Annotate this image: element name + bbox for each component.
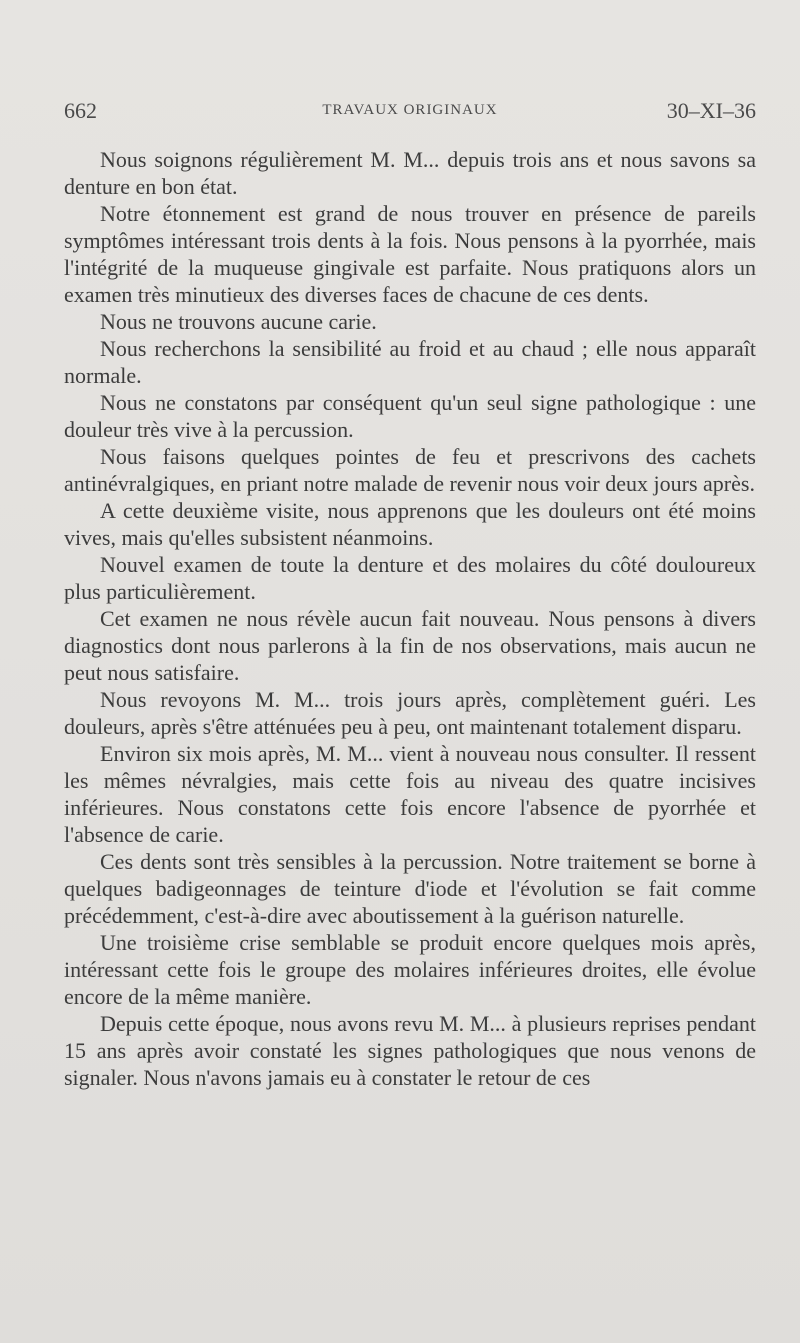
paragraph: A cette deuxième visite, nous apprenons que les douleurs ont été moins vives, mais qu'elles subsistent néanmoins. [64,498,756,550]
running-title: TRAVAUX ORIGINAUX [322,102,498,118]
running-header [64,98,756,128]
paragraph: Nous revoyons M. M... trois jours après, complètement guéri. Les douleurs, après s'être atténuées peu à peu, ont maintenant totalement disparu. [64,687,756,739]
paragraph: Ces dents sont très sensibles à la percussion. Notre traitement se borne à quelques badigeonnages de teinture d'iode et l'évolution se fait comme précédemment, c'est-à-dire avec aboutissement à la guérison naturelle. [64,849,756,928]
page-number: 662 [64,98,97,123]
paragraph: Nous soignons régulièrement M. M... depuis trois ans et nous savons sa denture en bon état. [64,147,756,199]
paragraph: Depuis cette époque, nous avons revu M. M... à plusieurs reprises pendant 15 ans après avoir constaté les signes pathologiques que nous venons de signaler. Nous n'avons jamais eu à constater le retour de ces [64,1011,756,1090]
paragraph: Environ six mois après, M. M... vient à nouveau nous consulter. Il ressent les mêmes névralgies, mais cette fois au niveau des quatre incisives inférieures. Nous constatons cette fois encore l'absence de pyorrhée et l'absence de carie. [64,741,756,847]
paragraph: Cet examen ne nous révèle aucun fait nouveau. Nous pensons à divers diagnostics dont nous parlerons à la fin de nos observations, mais aucun ne peut nous satisfaire. [64,606,756,685]
paragraph: Nous recherchons la sensibilité au froid et au chaud ; elle nous apparaît normale. [64,336,756,388]
body-text [64,146,756,1091]
header-date: 30–XI–36 [666,98,756,123]
paragraph: Nous faisons quelques pointes de feu et prescrivons des cachets antinévralgiques, en priant notre malade de revenir nous voir deux jours après. [64,444,756,496]
paragraph: Une troisième crise semblable se produit encore quelques mois après, intéressant cette fois le groupe des molaires inférieures droites, elle évolue encore de la même manière. [64,930,756,1009]
paragraph: Nous ne constatons par conséquent qu'un seul signe pathologique : une douleur très vive à la percussion. [64,390,756,442]
paragraph: Nous ne trouvons aucune carie. [100,309,377,334]
paragraph: Nouvel examen de toute la denture et des molaires du côté douloureux plus particulièrement. [64,552,756,604]
paragraph: Notre étonnement est grand de nous trouver en présence de pareils symptômes intéressant trois dents à la fois. Nous pensons à la pyorrhée, mais l'intégrité de la muqueuse gingivale est parfaite. Nous pratiquons alors un examen très minutieux des diverses faces de chacune de ces dents. [64,201,756,307]
